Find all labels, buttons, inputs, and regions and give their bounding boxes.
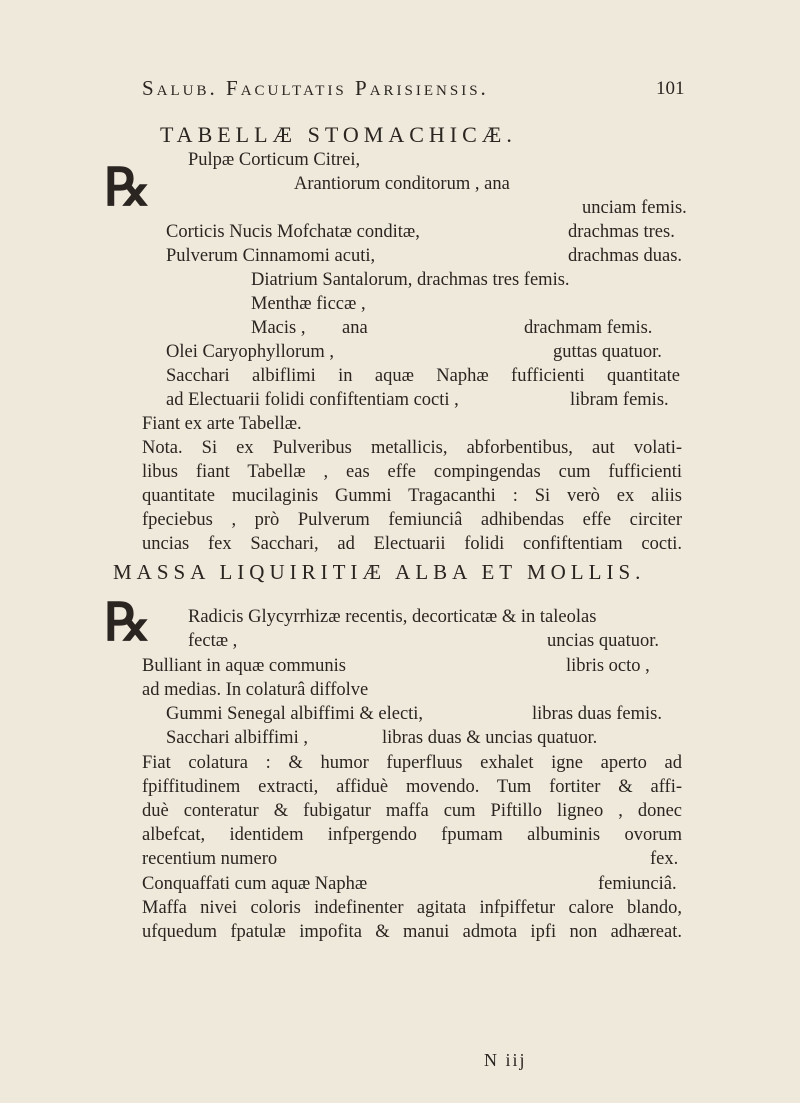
text-line: ana bbox=[342, 318, 368, 338]
running-head bbox=[0, 76, 800, 106]
text-line: Pulpæ Corticum Citrei, bbox=[188, 150, 361, 170]
text-line: fectæ , bbox=[188, 631, 238, 651]
recipe-symbol-icon: ℞ bbox=[104, 160, 151, 217]
text-line: Fiant ex arte Tabellæ. bbox=[142, 414, 302, 434]
text-line: fex. bbox=[650, 849, 679, 869]
text-line: libras duas femis. bbox=[532, 704, 662, 724]
text-line: Sacchari albiflimi in aquæ Naphæ fufficienti quantitate bbox=[166, 366, 680, 386]
text-line: guttas quatuor. bbox=[553, 342, 662, 362]
signature-mark: N iij bbox=[484, 1050, 527, 1070]
text-line: Bulliant in aquæ communis bbox=[142, 656, 347, 676]
text-line: drachmas duas. bbox=[568, 246, 683, 266]
text-line: Pulverum Cinnamomi acuti, bbox=[166, 246, 376, 266]
text-line: fpeciebus , prò Pulverum femiunciâ adhibendas effe circiter bbox=[142, 510, 682, 530]
text-line: ad Electuarii folidi confiftentiam cocti , bbox=[166, 390, 459, 410]
running-head-title: Salub. Facultatis Parisiensis. bbox=[142, 76, 489, 100]
text-line: drachmas tres. bbox=[568, 222, 675, 242]
text-line: duè conteratur & fubigatur maffa cum Piftillo ligneo , donec bbox=[142, 801, 682, 821]
text-line: fpiffitudinem extracti, affiduè movendo. Tum fortiter & affi- bbox=[142, 777, 682, 797]
text-line: Gummi Senegal albiffimi & electi, bbox=[166, 704, 424, 724]
text-line: Radicis Glycyrrhizæ recentis, decorticatæ & in taleolas bbox=[188, 607, 597, 627]
text-line: Menthæ ficcæ , bbox=[251, 294, 366, 314]
text-line: libram femis. bbox=[570, 390, 669, 410]
text-line: uncias fex Sacchari, ad Electuarii folidi confiftentiam cocti. bbox=[142, 534, 682, 554]
text-line: Nota. Si ex Pulveribus metallicis, abforbentibus, aut volati- bbox=[142, 438, 682, 458]
text-line: Maffa nivei coloris indefinenter agitata infpiffetur calore blando, bbox=[142, 898, 682, 918]
page-number: 101 bbox=[656, 78, 685, 99]
text-line: Macis , bbox=[251, 318, 306, 338]
text-line: libris octo , bbox=[566, 656, 650, 676]
text-line: femiunciâ. bbox=[598, 874, 677, 894]
section-title-massa: MASSA LIQUIRITIÆ ALBA ET MOLLIS. bbox=[113, 560, 646, 584]
text-line: Arantiorum conditorum , ana bbox=[294, 174, 510, 194]
text-line: Corticis Nucis Mofchatæ conditæ, bbox=[166, 222, 420, 242]
text-line: ad medias. In colaturâ diffolve bbox=[142, 680, 369, 700]
text-line: Fiat colatura : & humor fuperfluus exhalet igne aperto ad bbox=[142, 753, 682, 773]
text-line: albefcat, identidem infpergendo fpumam albuminis ovorum bbox=[142, 825, 682, 845]
text-line: recentium numero bbox=[142, 849, 278, 869]
text-line: drachmam femis. bbox=[524, 318, 653, 338]
text-line: uncias quatuor. bbox=[547, 631, 660, 651]
text-line: Diatrium Santalorum, drachmas tres femis. bbox=[251, 270, 570, 290]
text-line: libus fiant Tabellæ , eas effe compingendas cum fufficienti bbox=[142, 462, 682, 482]
text-line: quantitate mucilaginis Gummi Tragacanthi : Si verò ex aliis bbox=[142, 486, 682, 506]
text-line: Olei Caryophyllorum , bbox=[166, 342, 335, 362]
recipe-symbol-icon: ℞ bbox=[104, 595, 151, 652]
text-line: unciam femis. bbox=[582, 198, 687, 218]
text-line: ufquedum fpatulæ impofita & manui admota ipfi non adhæreat. bbox=[142, 922, 682, 942]
section-title-tabellae: TABELLÆ STOMACHICÆ. bbox=[160, 122, 517, 147]
text-line: Sacchari albiffimi , bbox=[166, 728, 308, 748]
text-line: libras duas & uncias quatuor. bbox=[382, 728, 598, 748]
text-line: Conquaffati cum aquæ Naphæ bbox=[142, 874, 368, 894]
